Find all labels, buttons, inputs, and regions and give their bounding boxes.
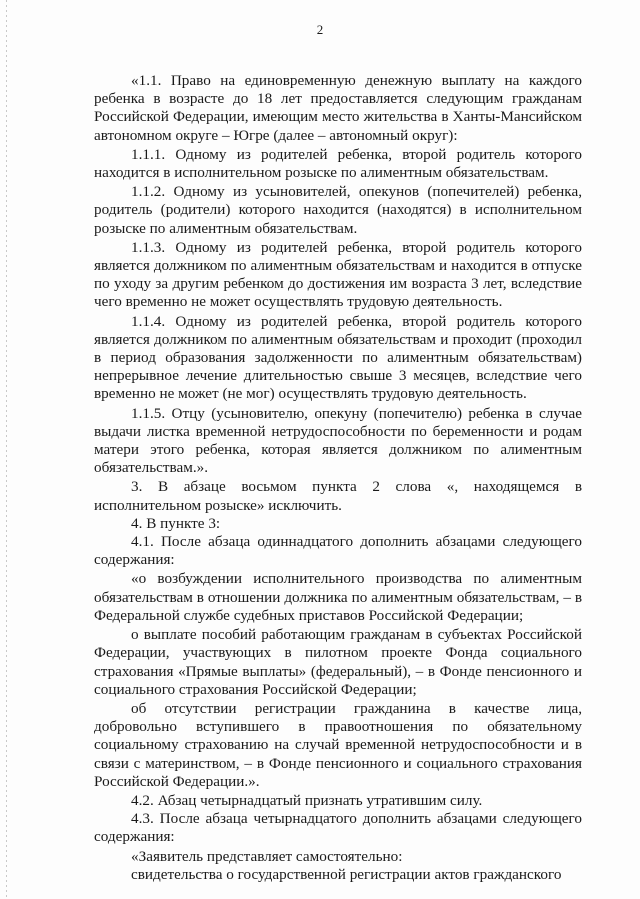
paragraph-4-2: 4.2. Абзац четырнадцатый признать утратившим силу. [131, 791, 483, 809]
paragraph-enforcement-info: «о возбуждении исполнительного производства по алиментным обязательствам в отношении должника по алиментным обязательствам, – в Федеральной службе судебных приставов Российской Федерации; [94, 570, 582, 624]
paragraph-1-1: «1.1. Право на единовременную денежную выплату на каждого ребенка в возрасте до 18 лет предоставляется следующим гражданам Российской Федерации, имеющим место жительства в Ханты-Мансийском автономном округе – Югре (далее – автономный округ): [94, 72, 582, 144]
document-body [94, 72, 582, 884]
paragraph-4-1: 4.1. После абзаца одиннадцатого дополнить абзацами следующего содержания: [94, 533, 582, 569]
paragraph-4-3: 4.3. После абзаца четырнадцатого дополнить абзацами следующего содержания: [94, 810, 582, 846]
scan-edge-line [6, 0, 7, 899]
paragraph-1-1-3: 1.1.3. Одному из родителей ребенка, второй родитель которого является должником по алиментным обязательствам и находится в отпуске по уходу за другим ребенком до достижения им возраста 3 лет, вследствие чего временно не может осуществлять трудовую деятельность. [94, 238, 582, 311]
paragraph-4: 4. В пункте 3: [131, 514, 221, 532]
paragraph-1-1-1: 1.1.1. Одному из родителей ребенка, второй родитель которого находится в исполнительном розыске по алиментным обязательствам. [94, 145, 582, 182]
paragraph-registration-info: об отсутствии регистрации гражданина в качестве лица, добровольно вступившего в правоотношения по обязательному социальному страхованию на случай временной нетрудоспособности и в связи с материнством, – в Фонде пенсионного и социального страхования Российской Федерации.». [94, 699, 582, 790]
paragraph-applicant-provides: «Заявитель представляет самостоятельно: [131, 847, 403, 865]
paragraph-1-1-4: 1.1.4. Одному из родителей ребенка, второй родитель которого является должником по алиментным обязательствам и проходит (проходил в период образования задолженности по алиментным обязательствам) непрерывное лечение длительностью свыше 3 месяцев, вследствие чего временно не может (не мог) осуществлять трудовую деятельность. [94, 312, 582, 403]
paragraph-certificates: свидетельства о государственной регистрации актов гражданского [131, 865, 562, 883]
paragraph-1-1-5: 1.1.5. Отцу (усыновителю, опекуну (попечителю) ребенка в случае выдачи листка временной нетрудоспособности по беременности и родам матери этого ребенка, которая является должником по алиментным обязательствам.». [94, 404, 582, 477]
page-number: 2 [316, 22, 324, 37]
paragraph-1-1-2: 1.1.2. Одному из усыновителей, опекунов (попечителей) ребенка, родитель (родители) которого находится (находятся) в исполнительном розыске по алиментным обязательствам. [94, 183, 582, 237]
paragraph-3: 3. В абзаце восьмом пункта 2 слова «, находящемся в исполнительном розыске» исключить. [94, 478, 582, 514]
paragraph-benefits-info: о выплате пособий работающим гражданам в субъектах Российской Федерации, участвующих в пилотном проекте Фонда социального страхования «Прямые выплаты» (федеральный), – в Фонде пенсионного и социального страхования Российской Федерации; [94, 626, 582, 698]
